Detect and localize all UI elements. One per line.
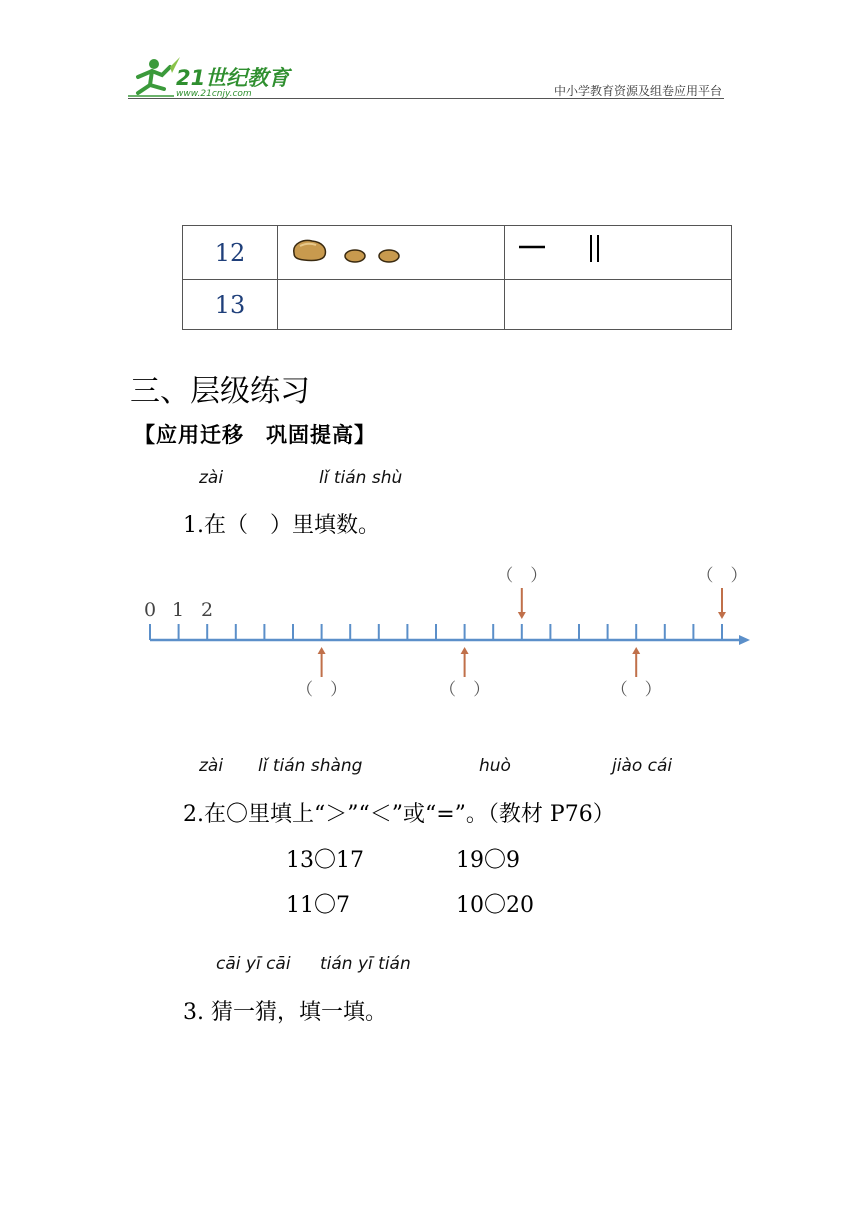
stones-cell-empty[interactable] — [278, 280, 505, 330]
number-line — [140, 560, 760, 710]
tally-cell-empty[interactable] — [505, 280, 732, 330]
answer-bracket[interactable]: （ ） — [696, 566, 748, 586]
question-3-text: 3. 猜一猜，填一填。 — [183, 1000, 387, 1025]
site-logo — [124, 55, 294, 100]
question-2-text: 2.在〇里填上“＞”“＜”或“=”。（教材 P76） — [183, 802, 615, 827]
arrow-head-icon — [461, 647, 469, 654]
header-divider — [128, 98, 724, 99]
pinyin-li-tian-shu: lǐ tián shù — [319, 468, 403, 488]
runner-icon — [138, 57, 180, 93]
pinyin-huo: huò — [479, 756, 511, 776]
arrow-head-icon — [632, 647, 640, 654]
pinyin-zai: zài — [199, 756, 224, 776]
pinyin-tian-yi-tian: tián yī tián — [320, 954, 411, 974]
small-stone-icon — [345, 250, 365, 262]
table-row — [183, 226, 732, 280]
section-subtitle: 【应用迁移 巩固提高】 — [134, 423, 376, 447]
tick-label: 0 — [144, 599, 157, 621]
answer-bracket[interactable]: （ ） — [296, 680, 348, 700]
arrow-head-icon — [318, 647, 326, 654]
row-number: 12 — [183, 226, 278, 280]
header-platform-text: 中小学教育资源及组卷应用平台 — [553, 84, 722, 98]
small-stone-icon — [379, 250, 399, 262]
count-table — [182, 225, 732, 330]
tick-label: 1 — [172, 599, 185, 621]
section-title: 三、层级练习 — [130, 374, 310, 409]
stones-cell — [278, 226, 505, 280]
compare-item[interactable]: 19〇9 — [456, 848, 520, 873]
logo-url: www.21cnjy.com — [176, 89, 252, 99]
arrow-head-icon — [718, 612, 726, 619]
compare-item[interactable]: 11〇7 — [286, 893, 350, 918]
pinyin-jiao-cai: jiào cái — [612, 756, 673, 776]
arrow-head-icon — [518, 612, 526, 619]
answer-bracket[interactable]: （ ） — [439, 680, 491, 700]
compare-item[interactable]: 10〇20 — [456, 893, 534, 918]
pinyin-li-tian-shang: lǐ tián shàng — [258, 756, 363, 776]
logo-title: 21世纪教育 — [176, 66, 290, 90]
question-1-text: 1.在（ ）里填数。 — [183, 513, 380, 538]
compare-item[interactable]: 13〇17 — [286, 848, 364, 873]
tally-cell — [505, 226, 732, 280]
pinyin-zai: zài — [199, 468, 224, 488]
tick-label: 2 — [201, 599, 214, 621]
answer-bracket[interactable]: （ ） — [610, 680, 662, 700]
pinyin-cai-yi-cai: cāi yī cāi — [216, 954, 291, 974]
big-stone-icon — [294, 241, 326, 261]
answer-bracket[interactable]: （ ） — [496, 566, 548, 586]
row-number: 13 — [183, 280, 278, 330]
table-row — [183, 280, 732, 330]
